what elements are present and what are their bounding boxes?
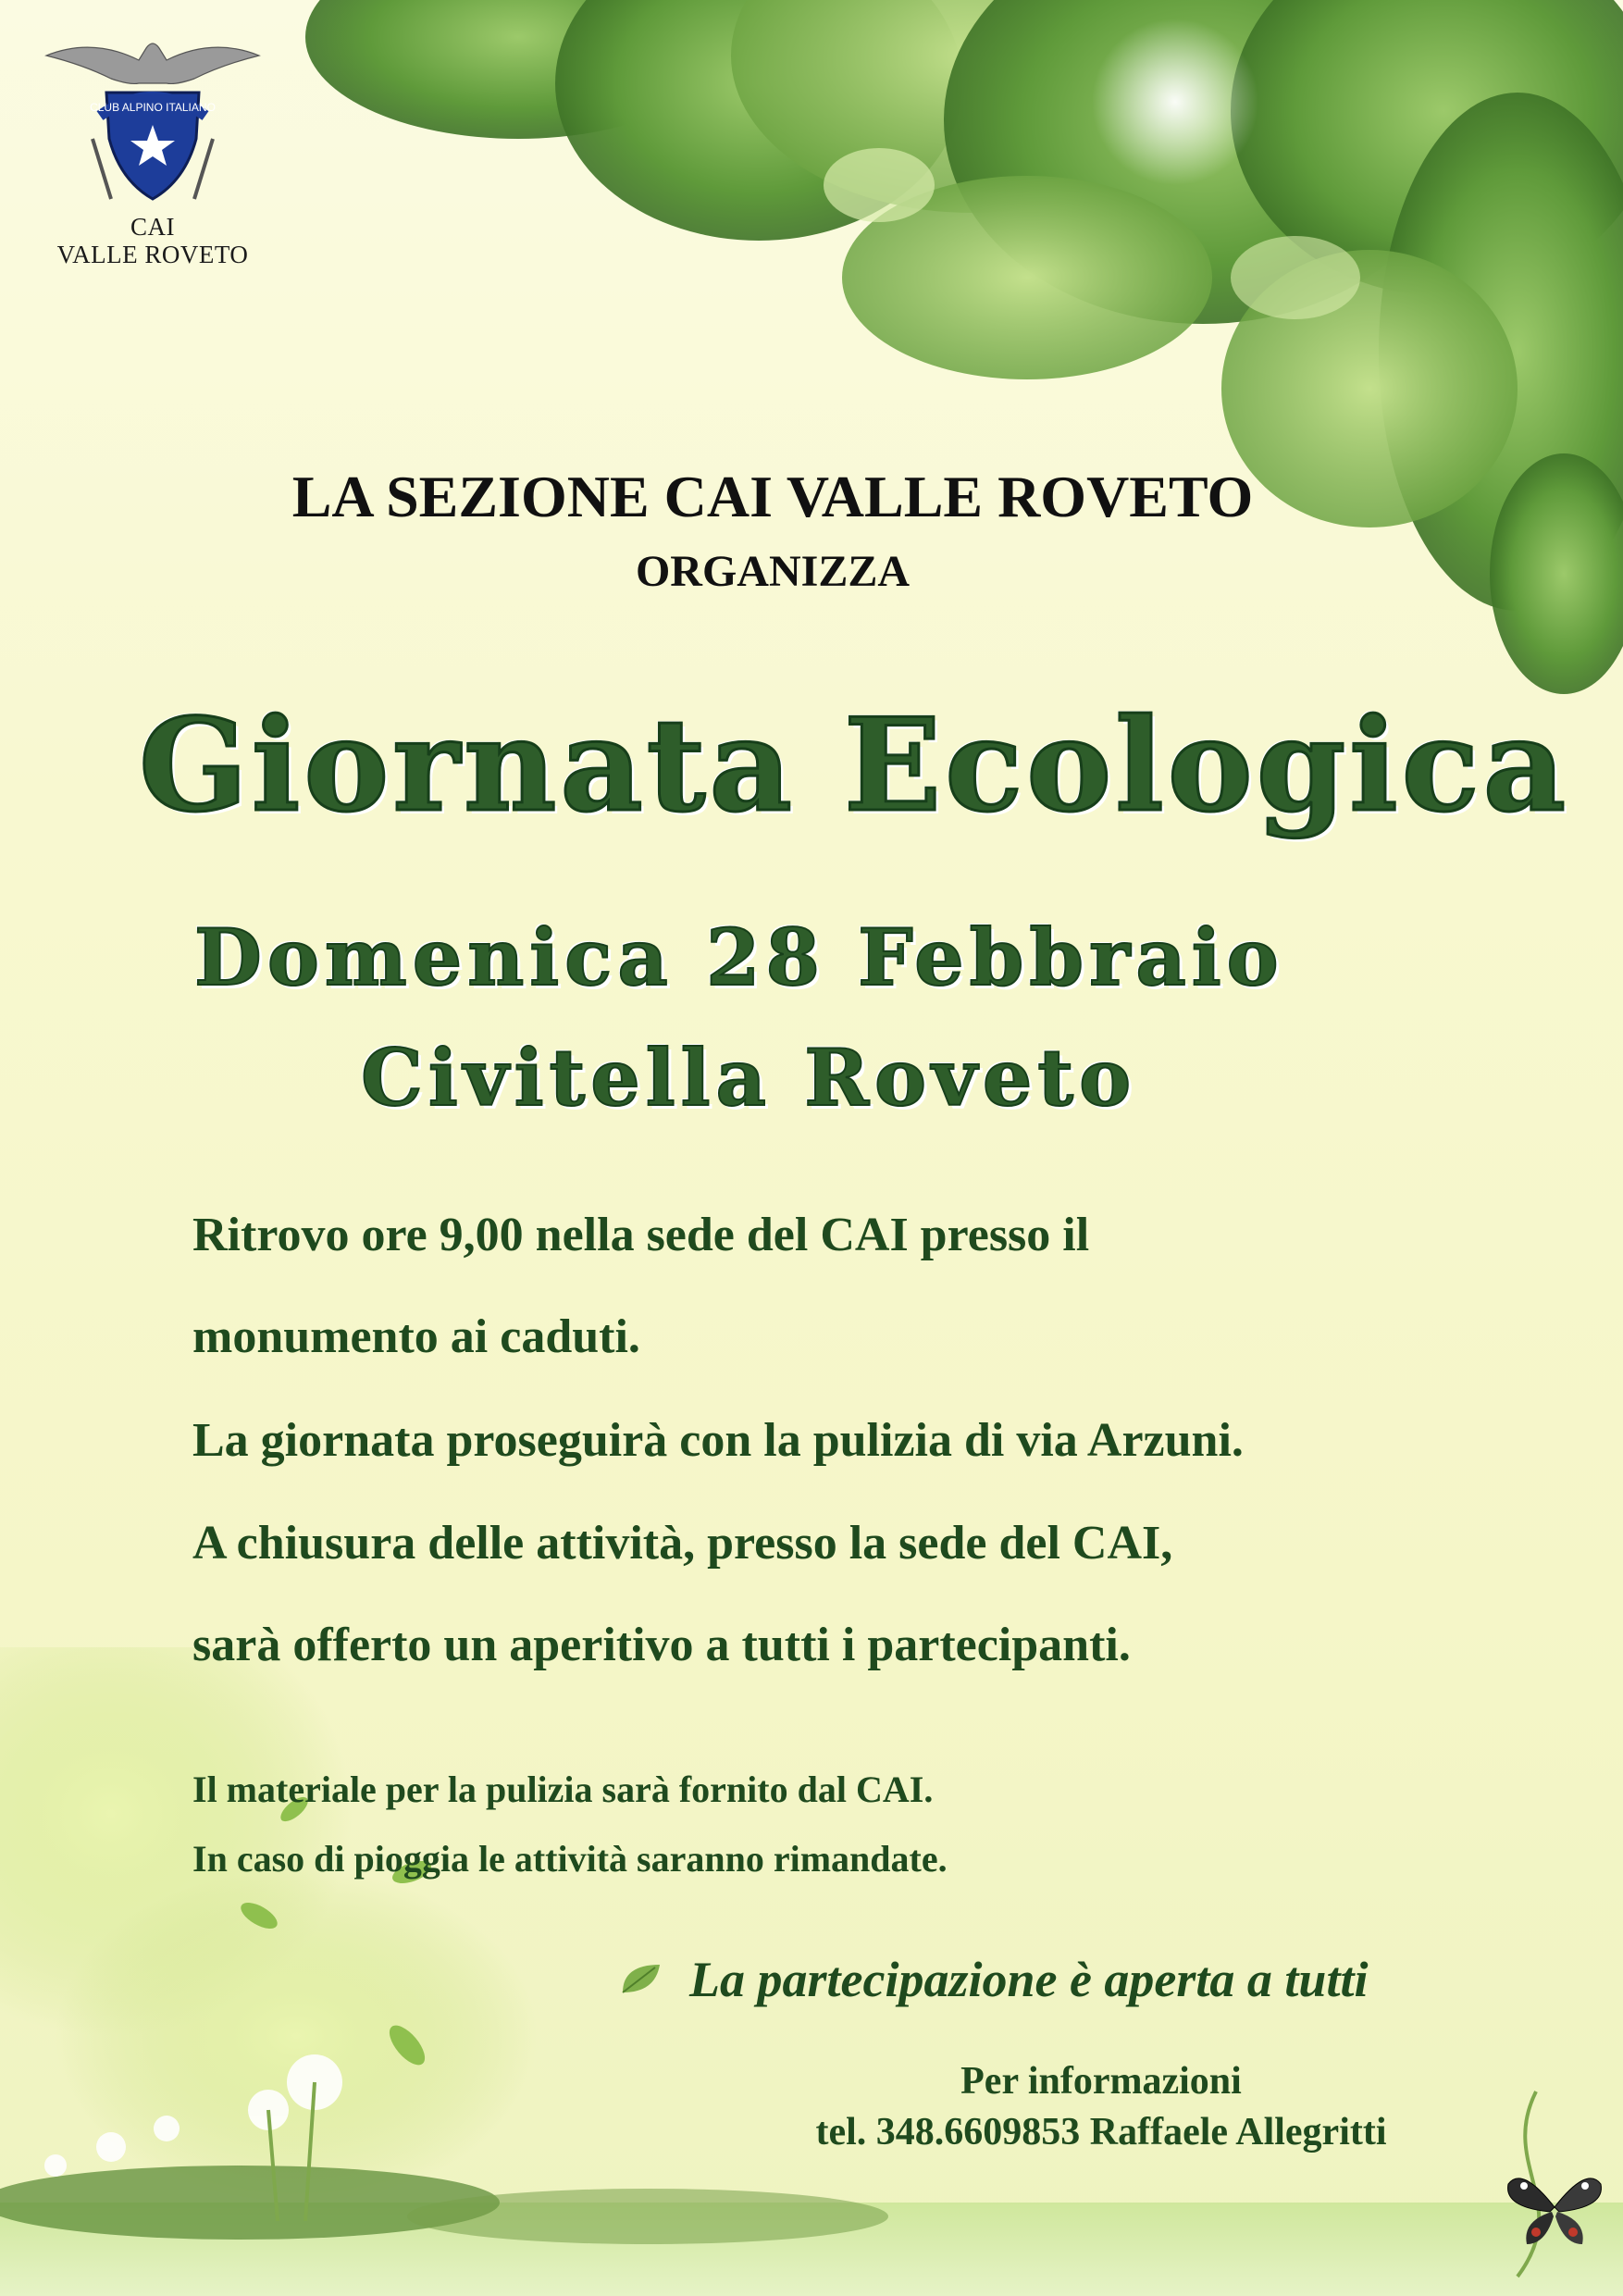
- participation-note: La partecipazione è aperta a tutti: [689, 1952, 1369, 2007]
- detail-line: A chiusura delle attività, presso la sede del CAI,: [192, 1517, 1173, 1570]
- organizer-heading: LA SEZIONE CAI VALLE ROVETO: [291, 464, 1254, 529]
- event-place: Civitella Roveto: [361, 1032, 1137, 1123]
- svg-text:CLUB ALPINO ITALIANO: CLUB ALPINO ITALIANO: [90, 101, 216, 114]
- cai-eagle-shield-icon: [37, 28, 268, 213]
- note-line: In caso di pioggia le attività saranno rimandate.: [192, 1838, 948, 1880]
- contact-phone: tel. 348.6609853 Raffaele Allegritti: [815, 2111, 1387, 2153]
- note-line: Il materiale per la pulizia sarà fornito dal CAI.: [192, 1769, 934, 1810]
- detail-line: monumento ai caduti.: [192, 1310, 640, 1363]
- leaf-icon: [618, 1960, 664, 1997]
- cai-logo: [37, 28, 268, 287]
- butterfly-icon: [1504, 2166, 1605, 2249]
- detail-line: La giornata proseguirà con la pulizia di via Arzuni.: [192, 1414, 1244, 1467]
- logo-line-cai: CAI: [130, 213, 175, 241]
- event-title: Giornata Ecologica: [139, 689, 1570, 840]
- organizer-subheading: ORGANIZZA: [635, 547, 911, 596]
- contact-heading: Per informazioni: [960, 2060, 1242, 2103]
- detail-line: Ritrovo ore 9,00 nella sede del CAI presso il: [192, 1209, 1090, 1261]
- event-date: Domenica 28 Febbraio: [194, 912, 1284, 1003]
- logo-line-valle-roveto: VALLE ROVETO: [56, 241, 249, 268]
- detail-line: sarà offerto un aperitivo a tutti i partecipanti.: [192, 1619, 1131, 1671]
